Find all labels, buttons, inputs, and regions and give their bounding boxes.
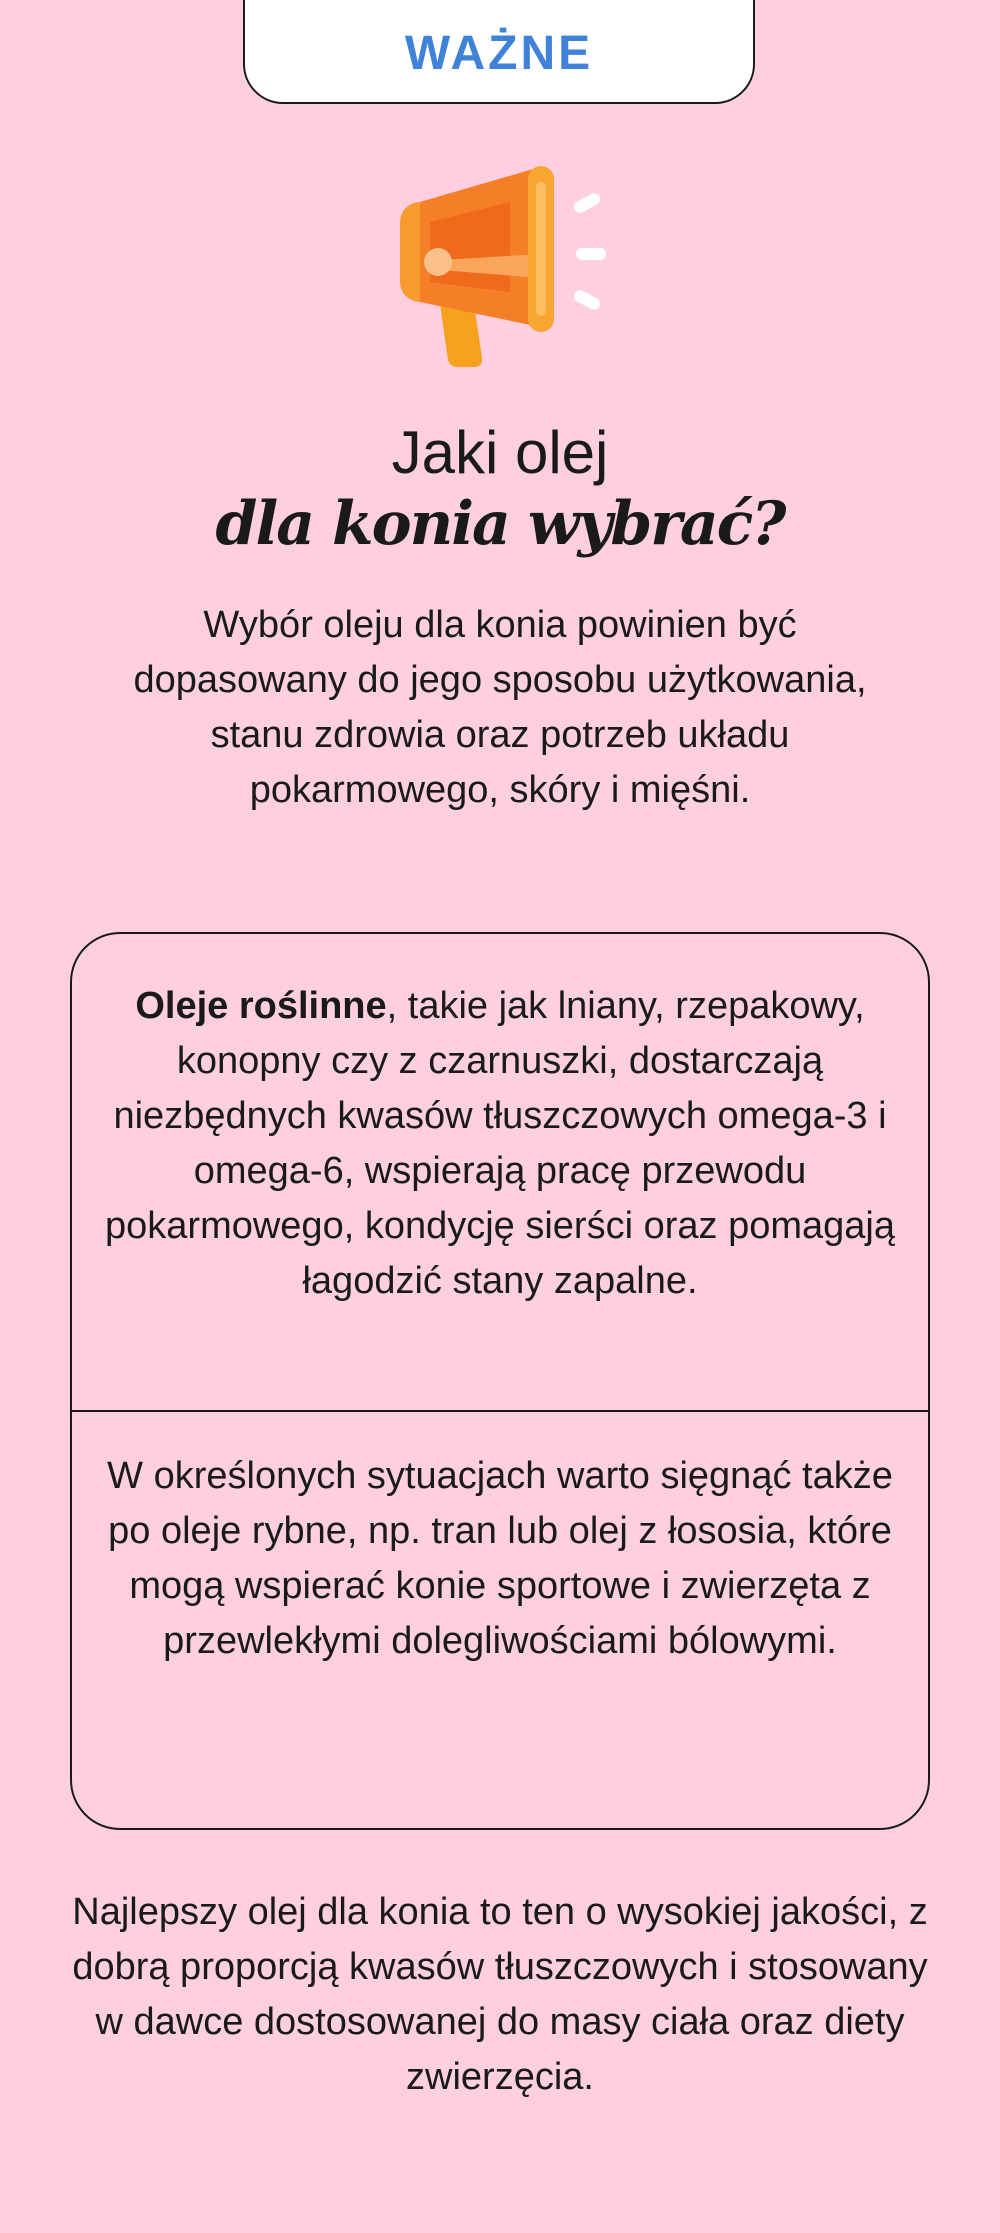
info-card — [70, 932, 930, 1830]
summary-paragraph: Najlepszy olej dla konia to ten o wysokiej jakości, z dobrą proporcją kwasów tłuszczowych i stosowany w dawce dostosowanej do masy ciała oraz diety zwierzęcia. — [72, 1891, 928, 2098]
megaphone-icon — [390, 162, 616, 372]
page-title — [0, 418, 1000, 560]
title-line-1: Jaki olej — [391, 419, 609, 486]
intro-paragraph: Wybór oleju dla konia powinien być dopasowany do jego sposobu użytkowania, stanu zdrowia oraz potrzeb układu pokarmowego, skóry i mięśni. — [133, 604, 867, 811]
vegetable-oils-heading: Oleje roślinne — [135, 985, 387, 1027]
title-line-2: dla konia wybrać? — [215, 489, 785, 559]
important-badge — [243, 0, 755, 104]
vegetable-oils-paragraph — [102, 979, 898, 1309]
vegetable-oils-text: , takie jak lniany, rzepakowy, konopny czy z czarnuszki, dostarczają niezbędnych kwasów tłuszczowych omega-3 i omega-6, wspierają pracę przewodu pokarmowego, kondycję sierści oraz pomagają łagodzić stany zapalne. — [105, 985, 895, 1302]
card-divider — [72, 1410, 928, 1412]
fish-oils-paragraph: W określonych sytuacjach warto sięgnąć także po oleje rybne, np. tran lub olej z łososia, które mogą wspierać konie sportowe i zwierzęta z przewlekłymi dolegliwościami bólowymi. — [107, 1455, 893, 1662]
badge-label: WAŻNE — [404, 26, 594, 80]
